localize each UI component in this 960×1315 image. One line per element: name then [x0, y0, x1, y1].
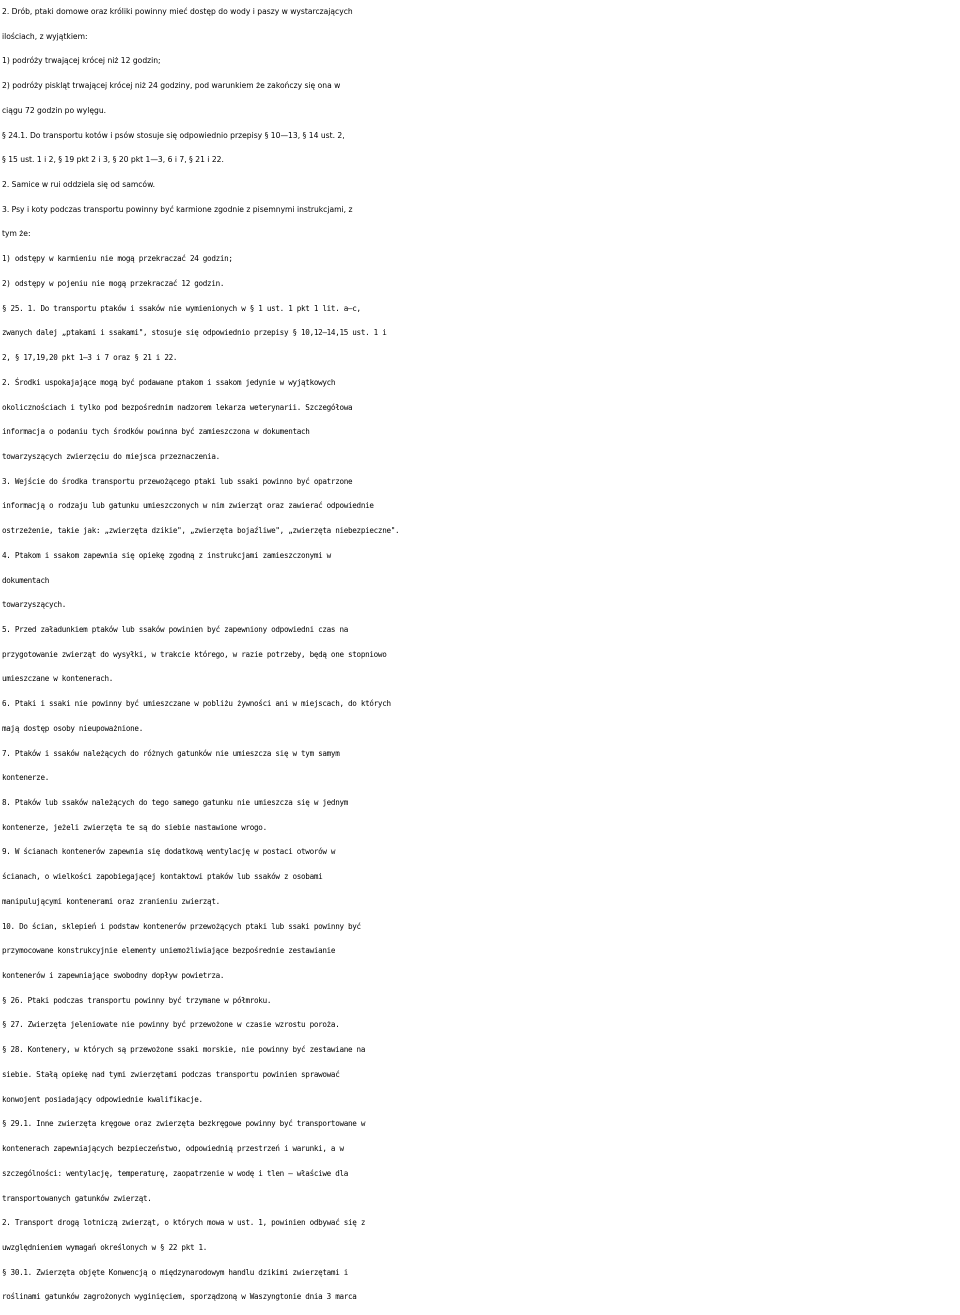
text-line: 2) podróży piskląt trwającej krócej niż 24 godziny, pod warunkiem że zakończy się ona w	[2, 81, 341, 91]
text-line: uwzględnieniem wymagań określonych w § 22 pkt 1.	[2, 1242, 208, 1252]
text-line: § 29.1. Inne zwierzęta kręgowe oraz zwierzęta bezkręgowe powinny być transportowane w	[2, 1119, 366, 1129]
text-line: szczególności: wentylację, temperaturę, zaopatrzenie w wodę i tlen — właściwe dla	[2, 1168, 349, 1178]
text-line: kontenerze, jeżeli zwierzęta te są do siebie nastawione wrogo.	[2, 822, 267, 832]
text-line: 2. Transport drogą lotniczą zwierząt, o których mowa w ust. 1, powinien odbywać się z	[2, 1218, 366, 1228]
text-line: kontenerze.	[2, 773, 49, 783]
text-line: ilościach, z wyjątkiem:	[2, 31, 88, 41]
text-line: mają dostęp osoby nieupoważnione.	[2, 723, 143, 733]
text-line: 1) odstępy w karmieniu nie mogą przekraczać 24 godzin;	[2, 254, 233, 264]
text-line: ciągu 72 godzin po wylęgu.	[2, 105, 107, 115]
text-line: § 15 ust. 1 i 2, § 19 pkt 2 i 3, § 20 pkt 1—3, 6 i 7, § 21 i 22.	[2, 155, 224, 165]
text-line: 1) podróży trwającej krócej niż 12 godzin;	[2, 56, 161, 66]
text-line: § 25. 1. Do transportu ptaków i ssaków nie wymienionych w § 1 ust. 1 pkt 1 lit. a—c,	[2, 303, 361, 313]
text-line: § 27. Zwierzęta jeleniowate nie powinny być przewożone w czasie wzrostu poroża.	[2, 1020, 340, 1030]
text-line: 2) odstępy w pojeniu nie mogą przekraczać 12 godzin.	[2, 278, 225, 288]
text-line: 2. Drób, ptaki domowe oraz króliki powinny mieć dostęp do wody i paszy w wystarczających	[2, 7, 353, 16]
text-line: manipulującymi kontenerami oraz zranieniu zwierząt.	[2, 896, 220, 906]
text-line: 2. Samice w rui oddziela się od samców.	[2, 180, 156, 190]
text-line: okolicznościach i tylko pod bezpośrednim nadzorem lekarza weterynarii. Szczegółowa	[2, 402, 353, 412]
text-line: 6. Ptaki i ssaki nie powinny być umieszczane w pobliżu żywności ani w miejscach, do których	[2, 699, 391, 709]
text-line: informacja o podaniu tych środków powinna być zamieszczona w dokumentach	[2, 427, 310, 437]
text-line: 9. W ścianach kontenerów zapewnia się dodatkową wentylację w postaci otworów w	[2, 847, 336, 857]
text-line: dokumentach	[2, 575, 49, 585]
text-line: 2. Środki uspokajające mogą być podawane ptakom i ssakom jedynie w wyjątkowych	[2, 377, 336, 387]
document-body	[2, 0, 958, 1310]
text-line: transportowanych gatunków zwierząt.	[2, 1193, 152, 1203]
text-line: kontenerach zapewniających bezpieczeństwo, odpowiednią przestrzeń i warunki, a w	[2, 1144, 344, 1154]
text-line: 4. Ptakom i ssakom zapewnia się opiekę zgodną z instrukcjami zamieszczonymi w	[2, 550, 331, 560]
text-line: konwojent posiadający odpowiednie kwalifikacje.	[2, 1094, 203, 1104]
text-line: § 30.1. Zwierzęta objęte Konwencją o międzynarodowym handlu dzikimi zwierzętami i	[2, 1267, 349, 1277]
text-line: kontenerów i zapewniające swobodny dopływ powietrza.	[2, 971, 225, 981]
text-line: 7. Ptaków i ssaków należących do różnych gatunków nie umieszcza się w tym samym	[2, 748, 340, 758]
text-line: 5. Przed załadunkiem ptaków lub ssaków powinien być zapewniony odpowiedni czas na	[2, 624, 349, 634]
text-line: siebie. Stałą opiekę nad tymi zwierzętami podczas transportu powinien sprawować	[2, 1069, 340, 1079]
text-line: 3. Psy i koty podczas transportu powinny być karmione zgodnie z pisemnymi instrukcjami, z	[2, 204, 353, 214]
text-line: § 24.1. Do transportu kotów i psów stosuje się odpowiednio przepisy § 10—13, § 14 ust. 2,	[2, 130, 345, 140]
text-line: 8. Ptaków lub ssaków należących do tego samego gatunku nie umieszcza się w jednym	[2, 798, 349, 807]
text-line: 10. Do ścian, sklepień i podstaw kontenerów przewożących ptaki lub ssaki powinny być	[2, 921, 361, 931]
text-line: zwanych dalej „ptakami i ssakami", stosuje się odpowiednio przepisy § 10,12—14,15 ust. 1 i	[2, 328, 387, 338]
text-line: ścianach, o wielkości zapobiegającej kontaktowi ptaków lub ssaków z osobami	[2, 872, 323, 882]
text-line: § 26. Ptaki podczas transportu powinny być trzymane w półmroku.	[2, 995, 272, 1005]
text-line: 3. Wejście do środka transportu przewożącego ptaki lub ssaki powinno być opatrzone	[2, 476, 353, 486]
text-line: 2, § 17,19,20 pkt 1—3 i 7 oraz § 21 i 22.	[2, 353, 178, 363]
text-line: roślinami gatunków zagrożonych wyginięciem, sporządzoną w Waszyngtonie dnia 3 marca	[2, 1292, 357, 1302]
text-line: § 28. Kontenery, w których są przewożone ssaki morskie, nie powinny być zestawiane na	[2, 1045, 366, 1055]
text-line: towarzyszących zwierzęciu do miejsca przeznaczenia.	[2, 451, 220, 461]
text-line: ostrzeżenie, takie jak: „zwierzęta dzikie", „zwierzęta bojaźliwe", „zwierzęta niebezpieczne".	[2, 526, 400, 536]
text-line: przymocowane konstrukcyjnie elementy uniemożliwiające bezpośrednie zestawianie	[2, 946, 336, 956]
text-line: przygotowanie zwierząt do wysyłki, w trakcie którego, w razie potrzeby, będą one stopniowo	[2, 649, 387, 659]
text-line: umieszczane w kontenerach.	[2, 674, 114, 684]
text-line: informacją o rodzaju lub gatunku umieszczonych w nim zwierząt oraz zawierać odpowiednie	[2, 501, 374, 511]
text-line: towarzyszących.	[2, 600, 67, 610]
text-line: tym że:	[2, 229, 31, 239]
